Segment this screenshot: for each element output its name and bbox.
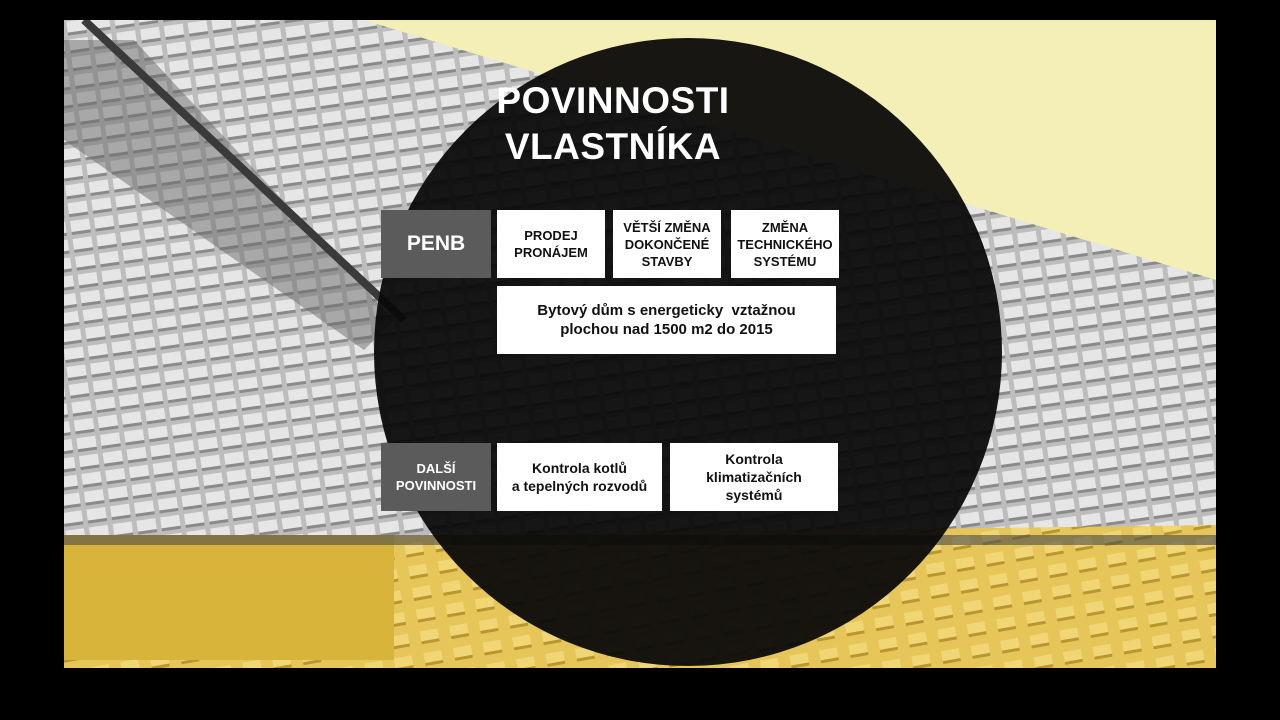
other-obligations-label: [381, 443, 491, 511]
penb-note: [497, 286, 836, 354]
penb-item-3-line-2: TECHNICKÉHO: [737, 236, 833, 252]
other-item-1-line-1: Kontrola kotlů: [532, 460, 627, 476]
other-item-2-line-1: Kontrola: [725, 451, 783, 467]
penb-item-2-line-1: VĚTŠÍ ZMĚNA: [623, 219, 711, 235]
other-item-1-line-2: a tepelných rozvodů: [511, 478, 648, 494]
penb-item-3-line-1: ZMĚNA: [761, 219, 809, 235]
penb-item-1-line-2: PRONÁJEM: [514, 245, 588, 260]
penb-item-3-line-3: SYSTÉMU: [753, 253, 817, 269]
penb-item-major-change: [613, 210, 721, 278]
penb-note-line-2: plochou nad 1500 m2 do 2015: [560, 321, 773, 338]
penb-item-2-line-3: STAVBY: [641, 253, 693, 269]
title-line-2: VLASTNÍKA: [504, 126, 722, 167]
penb-item-sale-rent: [497, 210, 605, 278]
penb-label-text: PENB: [406, 232, 466, 255]
title-line-1: POVINNOSTI: [496, 80, 730, 121]
other-label-line-2: POVINNOSTI: [395, 478, 477, 493]
slide-title: [423, 78, 803, 170]
penb-label: [381, 210, 491, 278]
other-item-2-line-2: klimatizačních: [706, 469, 802, 485]
other-label-line-1: DALŠÍ: [416, 461, 456, 476]
other-item-2-line-3: systémů: [725, 487, 783, 503]
other-item-ac-check: [670, 443, 838, 511]
penb-item-technical-system: [731, 210, 839, 278]
penb-note-line-1: Bytový dům s energeticky vztažnou: [537, 302, 796, 319]
penb-item-2-line-2: DOKONČENÉ: [624, 236, 710, 252]
other-item-boiler-check: [497, 443, 662, 511]
penb-item-1-line-1: PRODEJ: [524, 228, 578, 243]
